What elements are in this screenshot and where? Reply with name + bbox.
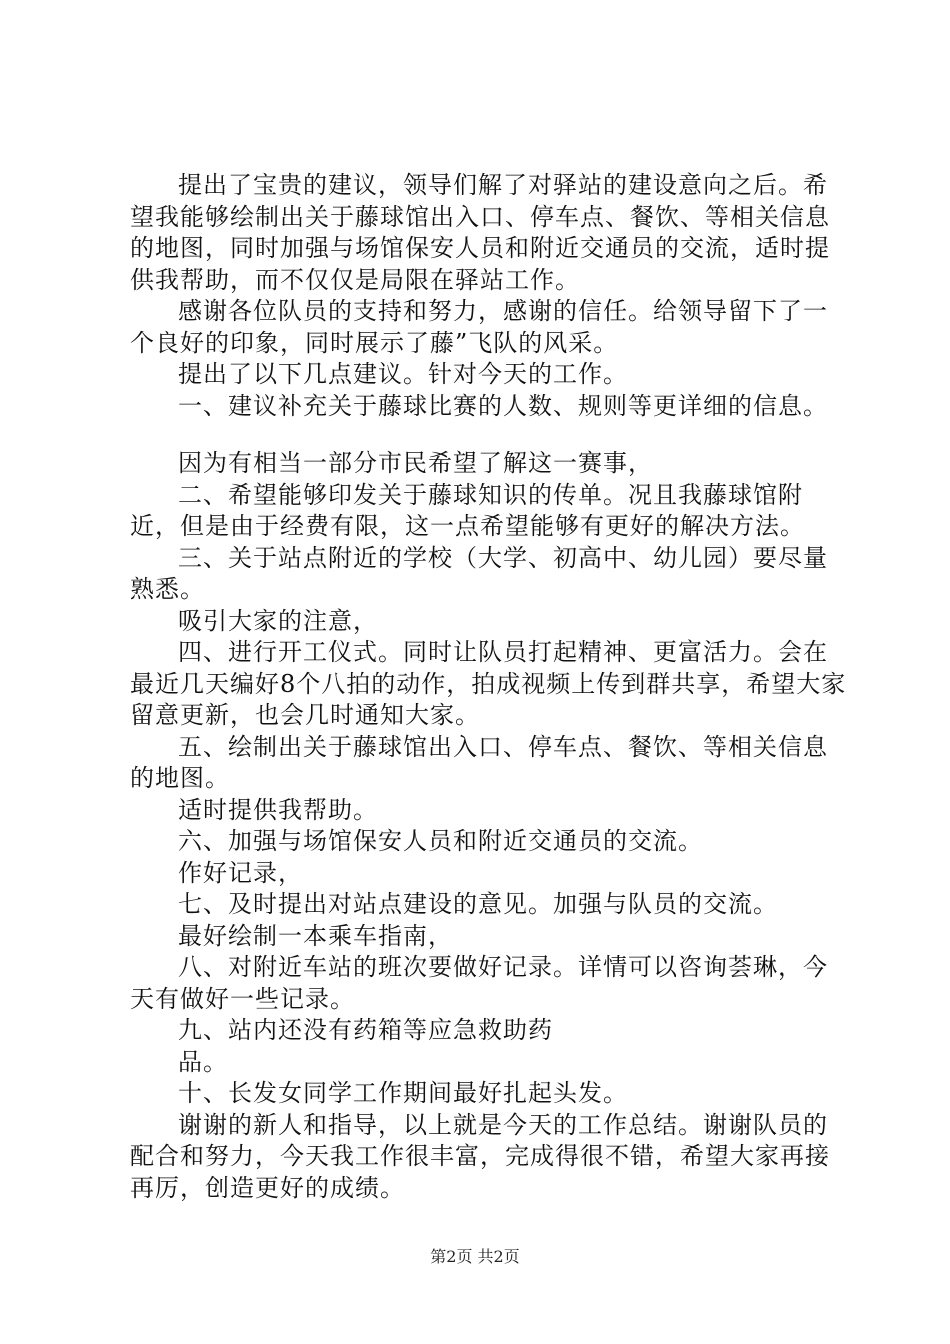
document-body xyxy=(130,170,850,1204)
page-footer xyxy=(0,1244,950,1267)
paragraph-13: 作好记录， xyxy=(178,858,303,887)
paragraph-14: 七、及时提出对站点建设的意见。加强与队员的交流。 xyxy=(178,890,778,918)
paragraph-2: 感谢各位队员的支持和努力，感谢的信任。给领导留下了一个良好的印象，同时展示了藤”飞队的风采。 xyxy=(130,297,828,357)
paragraph-10: 五、绘制出关于藤球馆出入口、停车点、餐饮、等相关信息的地图。 xyxy=(130,732,828,792)
paragraph-4: 一、建议补充关于藤球比赛的人数、规则等更详细的信息。 xyxy=(178,391,828,420)
paragraph-19: 十、长发女同学工作期间最好扎起头发。 xyxy=(178,1079,628,1107)
paragraph-7: 三、关于站点附近的学校（大学、初高中、幼儿园）要尽量熟悉。 xyxy=(130,543,828,603)
paragraph-17: 九、站内还没有药箱等应急救助药 xyxy=(178,1016,553,1044)
paragraph-6: 二、希望能够印发关于藤球知识的传单。况且我藤球馆附近，但是由于经费有限，这一点希望能够有更好的解决方法。 xyxy=(130,480,805,540)
paragraph-12: 六、加强与场馆保安人员和附近交通员的交流。 xyxy=(178,827,703,855)
paragraph-16: 八、对附近车站的班次要做好记录。详情可以咨询荟琳，今天有做好一些记录。 xyxy=(130,953,828,1013)
paragraph-5: 因为有相当一部分市民希望了解这一赛事， xyxy=(178,449,653,477)
paragraph-3: 提出了以下几点建议。针对今天的工作。 xyxy=(178,360,628,388)
paragraph-15: 最好绘制一本乘车指南， xyxy=(178,921,453,950)
page-number-label: 第2页 共2页 xyxy=(430,1247,520,1266)
paragraph-18: 品。 xyxy=(178,1047,228,1076)
paragraph-11: 适时提供我帮助。 xyxy=(178,795,378,824)
paragraph-8: 吸引大家的注意， xyxy=(178,606,378,635)
paragraph-1: 提出了宝贵的建议，领导们解了对驿站的建设意向之后。希望我能够绘制出关于藤球馆出入口、停车点、餐饮、等相关信息的地图，同时加强与场馆保安人员和附近交通员的交流，适时提供我帮助，而不仅仅是局限在驿站工作。 xyxy=(130,171,830,294)
paragraph-9: 四、进行开工仪式。同时让队员打起精神、更富活力。会在最近几天编好8个八拍的动作，拍成视频上传到群共享，希望大家留意更新，也会几时通知大家。 xyxy=(130,638,847,729)
paragraph-20: 谢谢的新人和指导，以上就是今天的工作总结。谢谢队员的配合和努力，今天我工作很丰富，完成得很不错，希望大家再接再厉，创造更好的成绩。 xyxy=(130,1110,830,1202)
